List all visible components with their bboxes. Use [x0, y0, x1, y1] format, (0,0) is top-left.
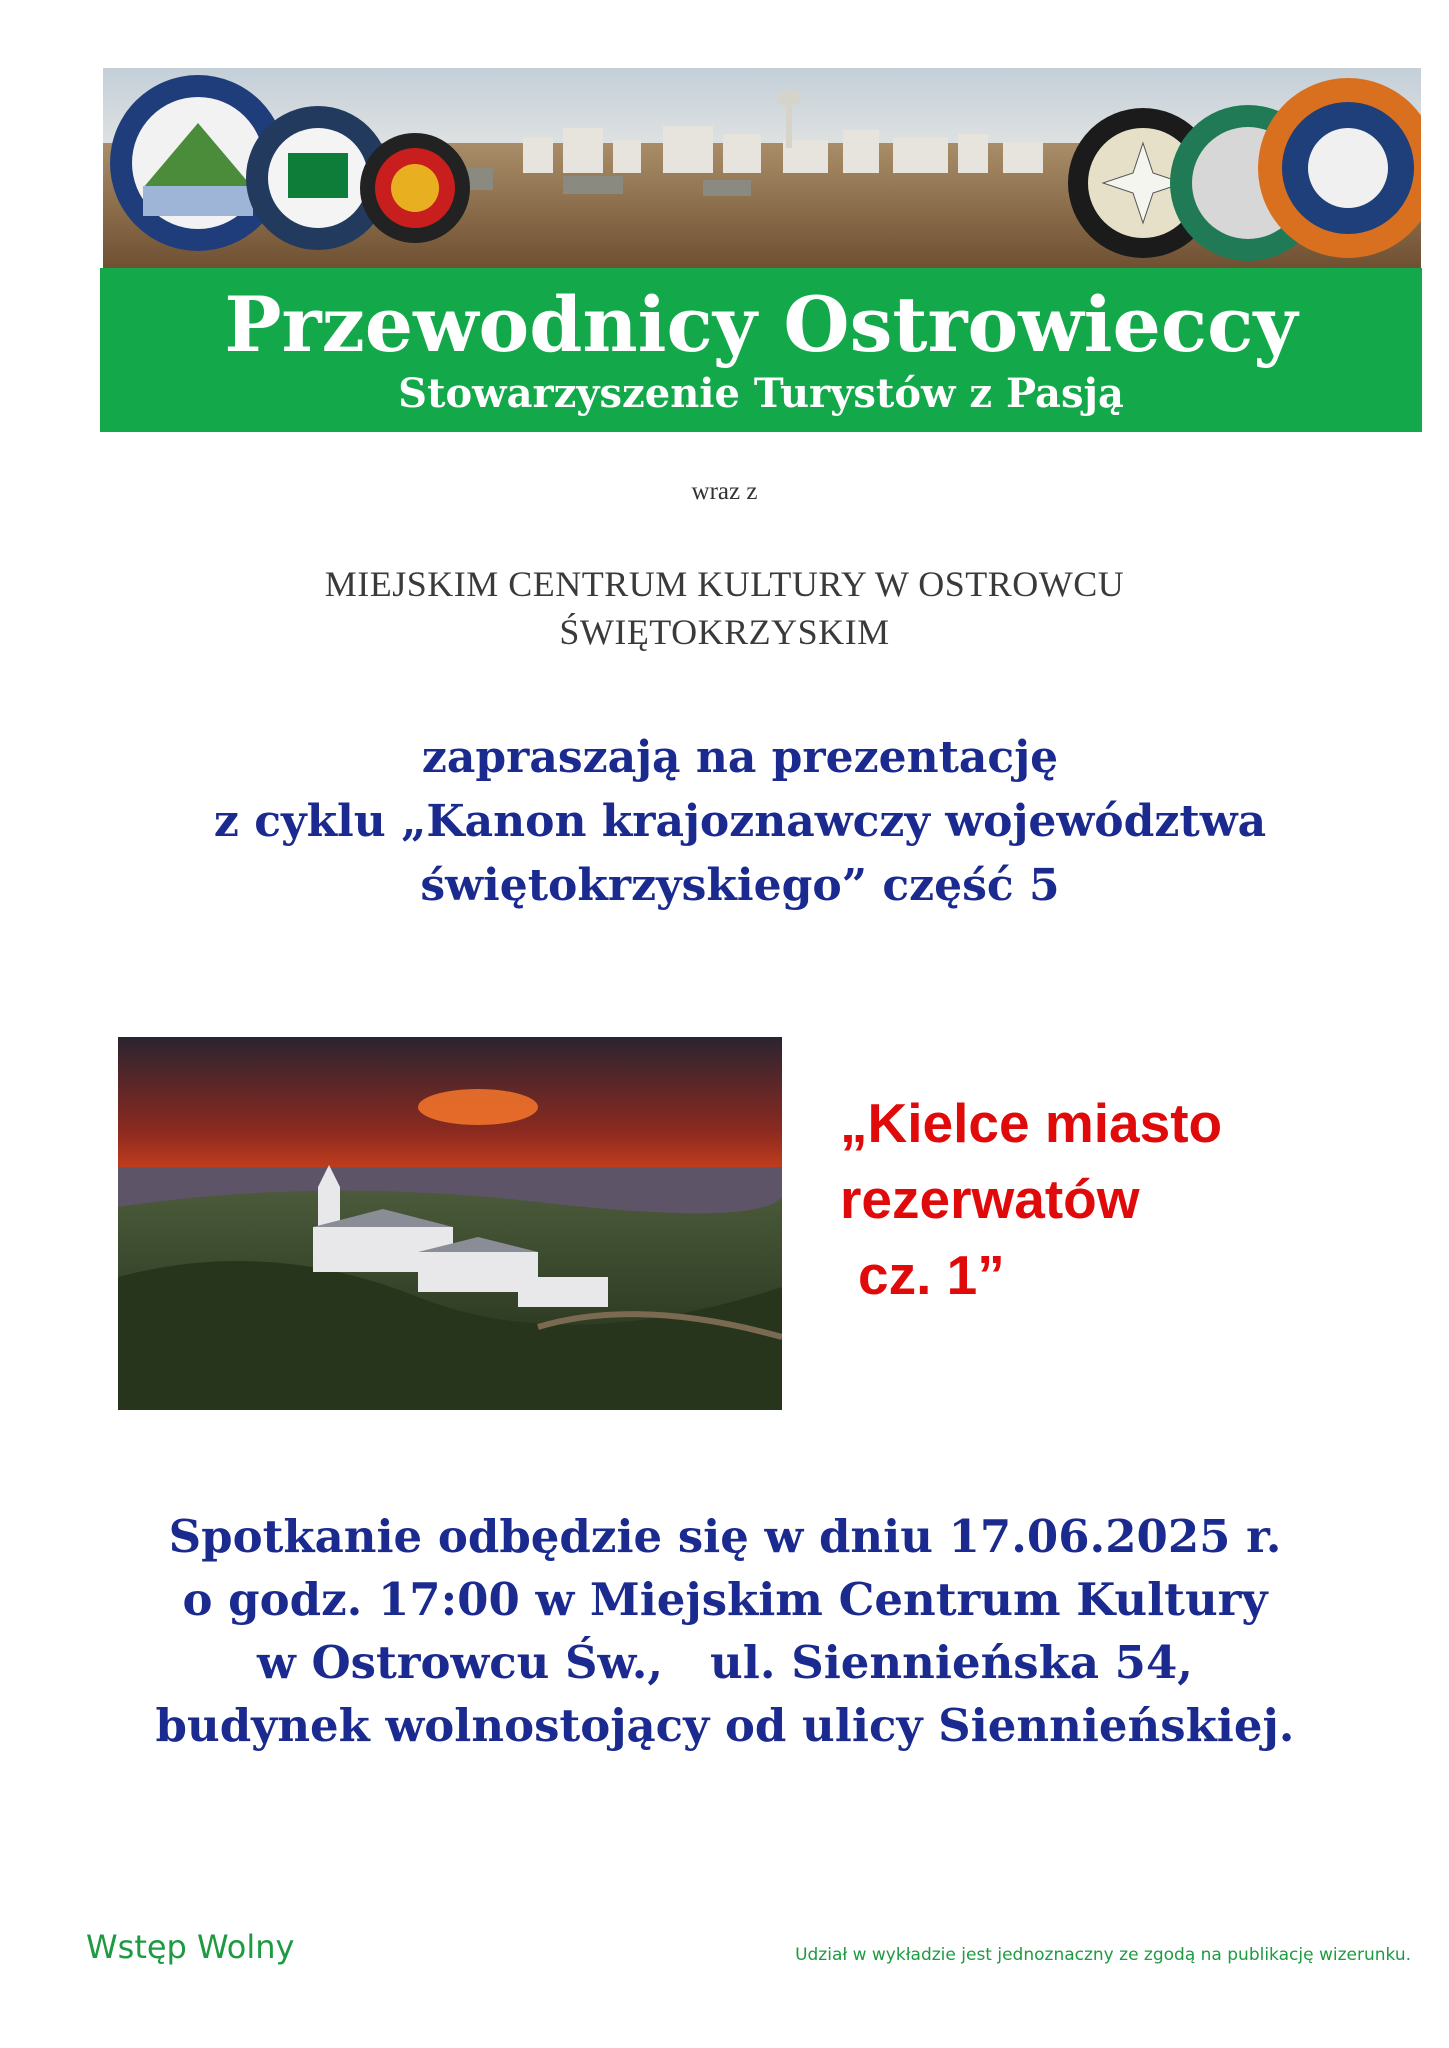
consent-note: Udział w wykładzie jest jednoznaczny ze zgodą na publikację wizerunku.: [795, 1945, 1411, 1965]
meeting-line-3: w Ostrowcu Św., ul. Siennieńska 54,: [257, 1636, 1193, 1689]
title-bar: [100, 268, 1422, 432]
topic-line-1: „Kielce miasto: [840, 1092, 1223, 1154]
monastery-photo: [118, 1037, 782, 1410]
topic-line-3: cz. 1”: [858, 1244, 1005, 1306]
meeting-line-2: o godz. 17:00 w Miejskim Centrum Kultury: [182, 1573, 1268, 1626]
lecture-topic: [840, 1085, 1360, 1313]
meeting-details: [60, 1505, 1390, 1757]
free-entry: Wstęp Wolny: [86, 1928, 295, 1966]
institution-line-1: MIEJSKIM CENTRUM KULTURY W OSTROWCU: [324, 564, 1125, 604]
invitation-text: [120, 726, 1360, 918]
institution-name: [200, 560, 1249, 656]
meeting-line-4: budynek wolnostojący od ulicy Siennieńskiej.: [155, 1699, 1295, 1752]
invitation-line-3: świętokrzyskiego” część 5: [420, 860, 1060, 911]
header-banner: [103, 68, 1421, 268]
city-landscape-image: [103, 68, 1421, 268]
pttk-badge-icon: [360, 133, 470, 243]
meeting-line-1: Spotkanie odbędzie się w dniu 17.06.2025 r.: [168, 1510, 1282, 1563]
page-title: Przewodnicy Ostrowieccy: [224, 280, 1298, 369]
topic-line-2: rezerwatów: [840, 1168, 1140, 1230]
with-text: wraz z: [691, 478, 758, 505]
invitation-line-2: z cyklu „Kanon krajoznawczy województwa: [213, 796, 1267, 847]
page-subtitle: Stowarzyszenie Turystów z Pasją: [398, 370, 1124, 417]
institution-line-2: ŚWIĘTOKRZYSKIM: [559, 612, 890, 652]
invitation-line-1: zapraszają na prezentację: [421, 732, 1059, 783]
